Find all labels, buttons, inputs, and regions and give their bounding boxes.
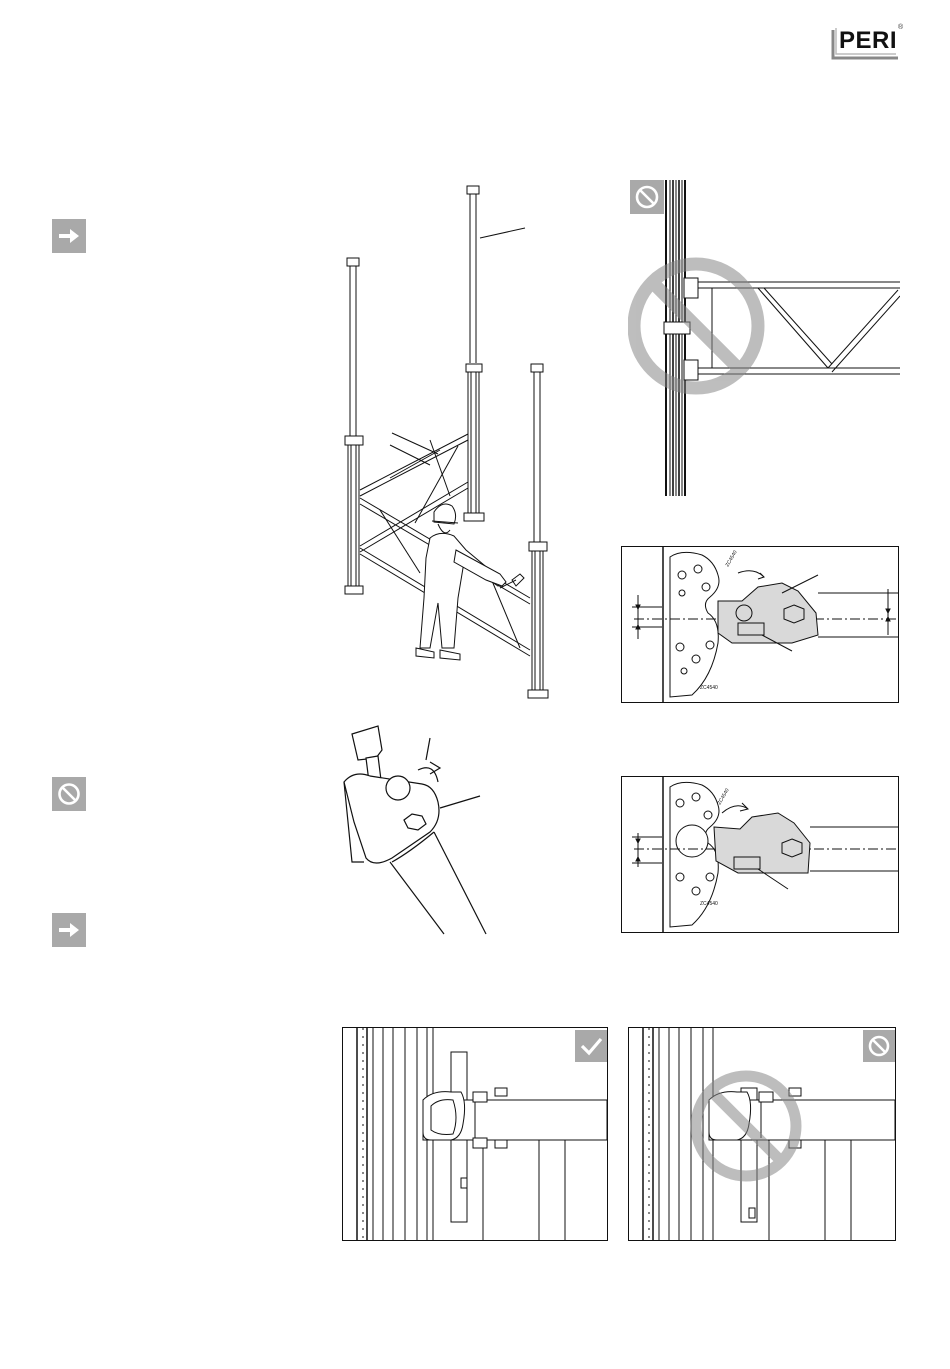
registered-mark: ® [898, 24, 904, 31]
prop-frame-assembly-figure [330, 178, 592, 708]
incorrect-connection-figure [628, 1027, 896, 1241]
brace-frame-back [360, 434, 468, 552]
logo-text: PERI [839, 27, 898, 54]
plate-stamp-top: ZC4540 [700, 685, 718, 691]
correct-connection-figure [342, 1027, 608, 1241]
coupler-detail-2 [621, 776, 899, 933]
prop-section [666, 180, 685, 496]
back-prop [464, 186, 525, 521]
prohibited-connection-detail [628, 178, 900, 500]
arrow-right-icon [52, 913, 86, 947]
svg-text:ZC4540: ZC4540 [724, 549, 739, 568]
wedge-hammer-detail [330, 712, 595, 937]
plate-stamp-bottom: ZC4540 [700, 901, 718, 907]
right-prop [528, 364, 548, 698]
arrow-right-icon [52, 219, 86, 253]
coupler-detail-1 [621, 546, 899, 703]
prohibited-icon [52, 777, 86, 811]
peri-logo [830, 24, 904, 60]
left-prop [345, 258, 363, 594]
svg-text:ZC4540: ZC4540 [716, 787, 731, 806]
